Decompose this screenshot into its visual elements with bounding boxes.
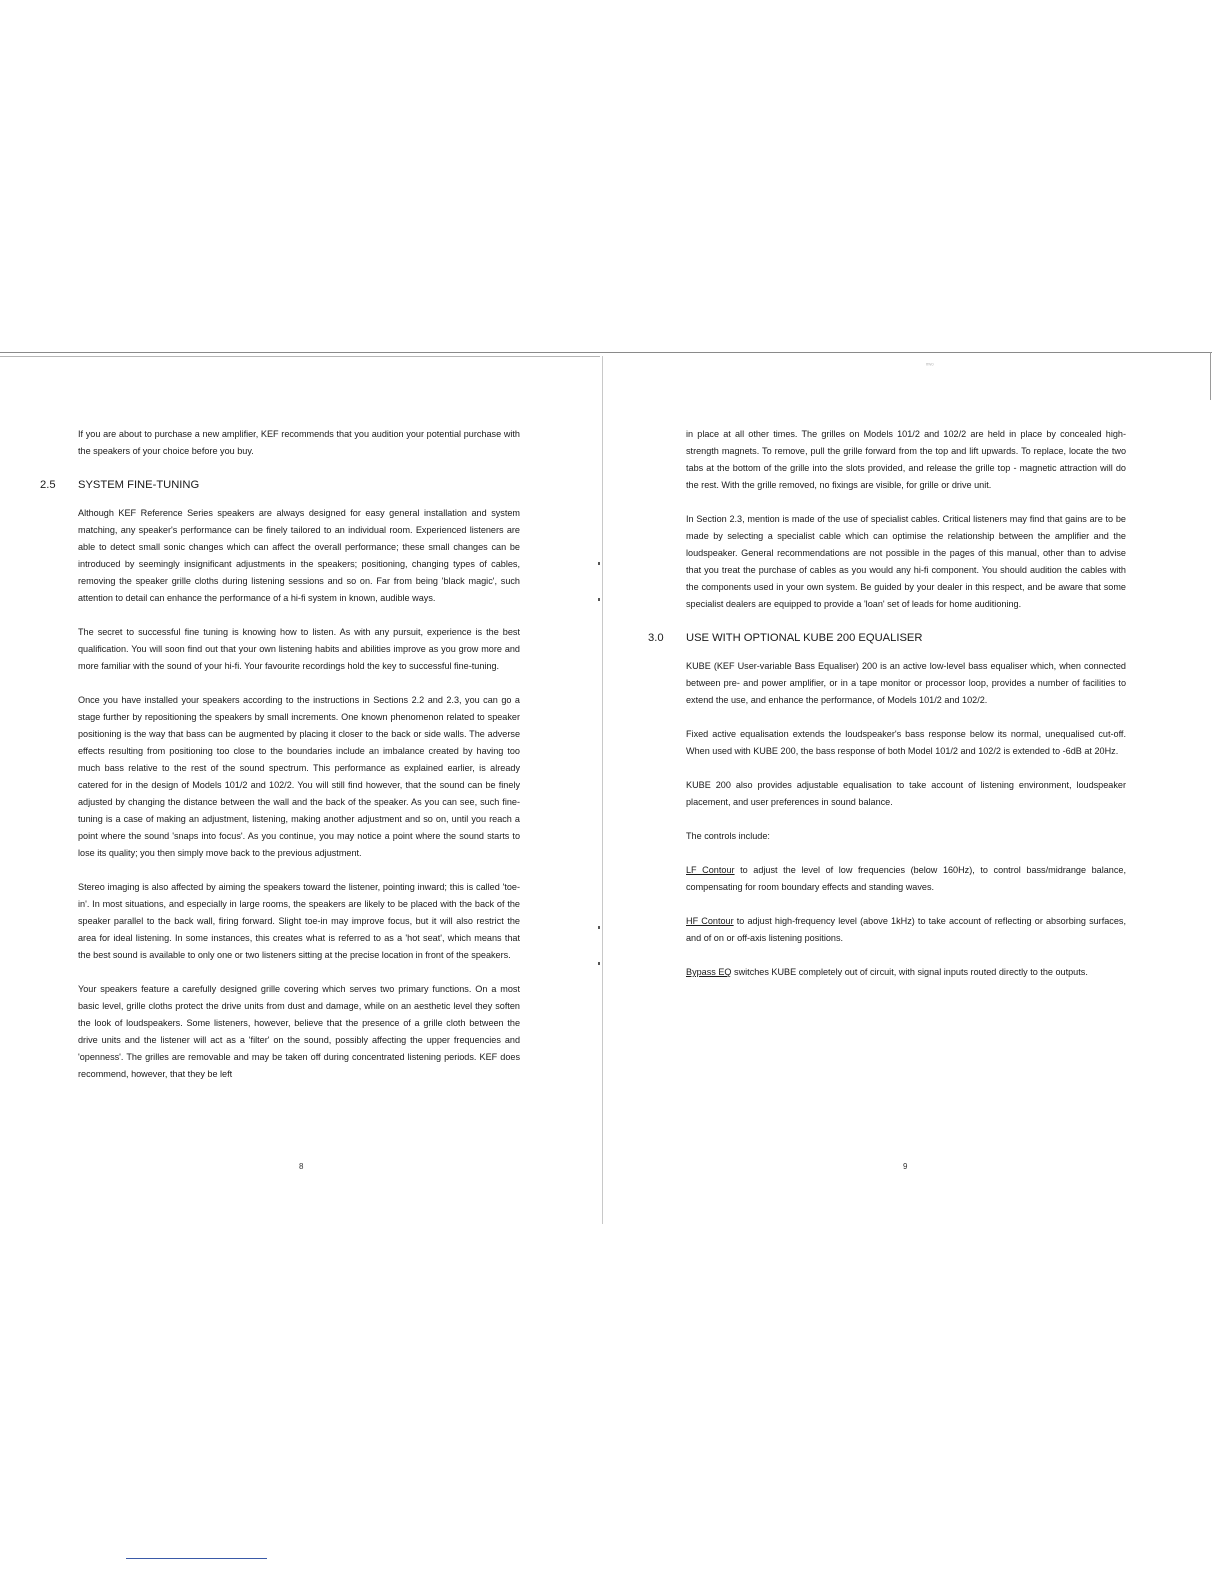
gutter-mark	[598, 562, 600, 565]
control-description	[686, 913, 1126, 947]
page-number-right: 9	[903, 1162, 908, 1171]
intro-paragraph: If you are about to purchase a new amplifier, KEF recommends that you audition your potential purchase with the speakers of your choice before you buy.	[78, 429, 520, 456]
body-paragraph: KUBE (KEF User-variable Bass Equaliser) 200 is an active low-level bass equaliser which, when connected between pre- and power amplifier, or in a tape monitor or processor loop, provides a number of facilities to extend the use, and enhance the performance, of Models 101/2 and 102/2.	[686, 661, 1126, 705]
right-page-edge	[1210, 352, 1211, 400]
section-heading-2-5	[40, 477, 520, 494]
section-heading-3-0	[648, 630, 1126, 647]
control-text: to adjust high-frequency level (above 1kHz) to take account of reflecting or absorbing surfaces, and of on or off-axis listening positions.	[686, 916, 1126, 943]
control-name: HF Contour	[686, 916, 734, 926]
body-paragraph: Fixed active equalisation extends the loudspeaker's bass response below its normal, unequalised cut-off. When used with KUBE 200, the bass response of both Model 101/2 and 102/2 is extended to -6dB at 20Hz.	[686, 729, 1126, 756]
body-paragraph: in place at all other times. The grilles on Models 101/2 and 102/2 are held in place by concealed high-strength magnets. To remove, pull the grille forward from the top and lift upwards. To replace, locate the two tabs at the bottom of the grille into the slots provided, and release the grille top - magnetic attraction will do the rest. With the grille removed, no fixings are visible, for grille or drive unit.	[686, 429, 1126, 490]
gutter-mark	[598, 598, 600, 601]
section-title: SYSTEM FINE-TUNING	[78, 479, 200, 491]
body-paragraph: Although KEF Reference Series speakers are always designed for easy general installation and system matching, any speaker's performance can be finely tailored to an individual room. Experienced listeners are able to detect small sonic changes which can affect the overall performance; these small changes can be introduced by seemingly insignificant adjustments in the speakers; positioning, changing types of cables, removing the speaker grille cloths during listening sessions and so on. Far from being 'black magic', such attention to detail can enhance the performance of a hi-fi system in known, audible ways.	[78, 508, 520, 603]
gutter-mark	[598, 962, 600, 965]
section-number: 3.0	[648, 632, 664, 644]
body-paragraph: Once you have installed your speakers according to the instructions in Sections 2.2 and 2.3, you can go a stage further by repositioning the speakers by small increments. One known phenomenon related to speaker positioning is the way that bass can be augmented by placing it closer to the back or side walls. The adverse effects resulting from positioning too close to the boundaries include an imbalance created by having too much bass relative to the rest of the sound spectrum. This performance as explained earlier, is already catered for in the design of Models 101/2 and 102/2. You will still find however, that the sound can be finely adjusted by changing the distance between the wall and the back of the speaker. As you can see, such fine-tuning is a case of making an adjustment, listening, making another adjustment and so on, until you reach a point where the sound 'snaps into focus'. As you continue, you may notice a point where the sound starts to lose its quality; you then simply move back to the previous adjustment.	[78, 695, 520, 858]
page-number-left: 8	[299, 1162, 304, 1171]
body-paragraph: In Section 2.3, mention is made of the use of specialist cables. Critical listeners may find that gains are to be made by selecting a specialist cable which can optimise the relationship between the amplifier and the loudspeaker. General recommendations are not possible in the pages of this manual, other than to advise that you treat the purchase of cables as you would any hi-fi component. You should audition the cables with the components used in your own system. Be guided by your dealer in this respect, and be aware that some specialist dealers are equipped to provide a 'loan' set of leads for home auditioning.	[686, 514, 1126, 609]
control-description	[686, 964, 1126, 981]
bottom-scan-rule	[126, 1558, 267, 1559]
control-description	[686, 862, 1126, 896]
left-page	[40, 426, 520, 1100]
body-paragraph: KUBE 200 also provides adjustable equalisation to take account of listening environment, loudspeaker placement, and user preferences in sound balance.	[686, 780, 1126, 807]
body-paragraph: The controls include:	[686, 831, 770, 841]
page-gutter-line	[602, 356, 603, 1224]
right-page	[648, 426, 1126, 998]
section-title: USE WITH OPTIONAL KUBE 200 EQUALISER	[686, 632, 923, 644]
spread-top-rule-secondary	[0, 356, 600, 357]
gutter-mark	[598, 926, 600, 929]
section-number: 2.5	[40, 479, 56, 491]
spread-top-rule	[0, 352, 1212, 353]
scan-smudge: ᵐᵛᵒ	[926, 363, 934, 369]
body-paragraph: Stereo imaging is also affected by aiming the speakers toward the listener, pointing inward; this is called 'toe-in'. In most situations, and especially in large rooms, the speakers are likely to be placed with the back of the speaker parallel to the back wall, firing forward. Slight toe-in may improve focus, but it will also restrict the area for ideal listening. In some instances, this creates what is referred to as a 'hot seat', which means that the best sound is available to only one or two listeners sitting at the precise location in front of the speakers.	[78, 882, 520, 960]
control-text: to adjust the level of low frequencies (below 160Hz), to control bass/midrange balance, compensating for room boundary effects and standing waves.	[686, 865, 1126, 892]
control-text: switches KUBE completely out of circuit, with signal inputs routed directly to the outputs.	[731, 967, 1088, 977]
body-paragraph: The secret to successful fine tuning is knowing how to listen. As with any pursuit, experience is the best qualification. You will soon find out that your own listening habits and abilities improve as you grow more and more familiar with the sound of your hi-fi. Your favourite recordings hold the key to successful fine-tuning.	[78, 627, 520, 671]
control-name: Bypass EQ	[686, 967, 732, 977]
body-paragraph: Your speakers feature a carefully designed grille covering which serves two primary functions. On a most basic level, grille cloths protect the drive units from dust and damage, while on an aesthetic level they soften the look of loudspeakers. Some listeners, however, believe that the presence of a grille cloth between the drive units and the listener will act as a 'filter' on the sound, possibly affecting the upper frequencies and 'openness'. The grilles are removable and may be taken off during concentrated listening periods. KEF does recommend, however, that they be left	[78, 984, 520, 1079]
control-name: LF Contour	[686, 865, 735, 875]
